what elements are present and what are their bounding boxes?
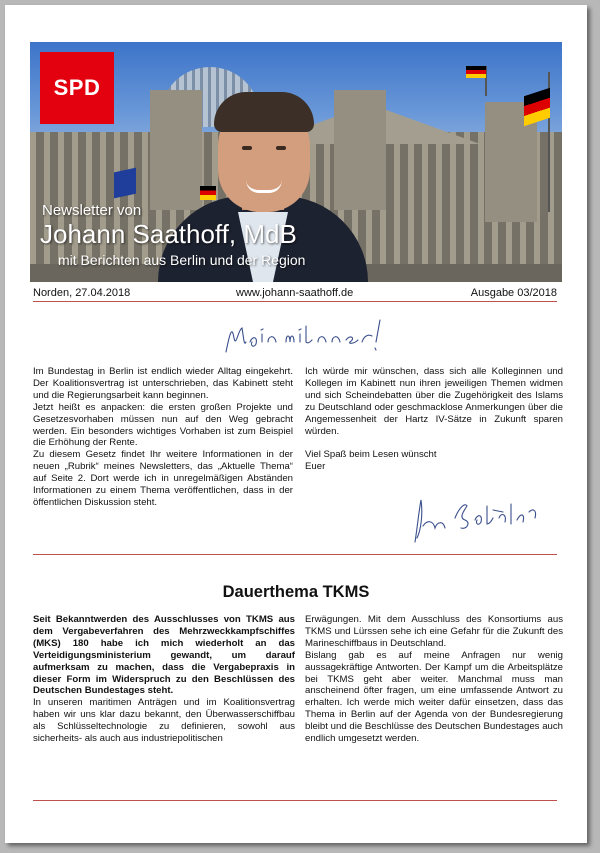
intro-paragraph: Ich würde mir wünschen, dass sich alle Kolleginnen und Kollegen im Kabinett nun ihren jeweiligen Themen widmen und sich Scheindebatten über die Zugehörigkeit des Islams zu Deutschland oder geschmacklose Anmerkungen über die Angemessenheit der Hartz IV-Sätze in Zukunft sparen würden.: [305, 366, 563, 437]
intro-paragraph: Zu diesem Gesetz findet Ihr weitere Informationen in der neuen „Rubrik“ meines Newsletters, das „Aktuelle Thema“ auf Seite 2. Dort werde ich in unregelmäßigen Abständen Informationen zu einem Thema veröffentlichen, dass in der öffentlichen Diskussion steht.: [33, 449, 293, 508]
intro-right-column: [305, 366, 563, 473]
article-right-column: [305, 614, 563, 745]
article-left-column: [33, 614, 295, 745]
intro-paragraph: Jetzt heißt es anpacken: die ersten großen Projekte und Gesetzesvorhaben müssen nun auf den Weg gebracht werden. Ein besonders wichtiges Vorhaben ist zum Beispiel die Erhöhung der Rente.: [33, 401, 293, 449]
divider: [33, 554, 557, 555]
divider: [33, 800, 557, 801]
intro-left-column: [33, 366, 293, 509]
closing-line: Viel Spaß beim Lesen wünscht: [305, 449, 437, 461]
article-paragraph: In unseren maritimen Anträgen und im Koalitionsvertrag haben wir uns klar dazu bekannt, den Überwasserschiffbau als Schlüsseltechnologie zu definieren, sowohl aus sicherheits- als auch aus industriepolitischen: [33, 697, 295, 745]
greeting-handwriting: [222, 312, 392, 362]
article-lead: Seit Bekanntwerden des Ausschlusses von TKMS aus dem Vergabeverfahren des Mehrzweckkampfschiffes (MKS) 180 habe ich mich wiederholt an das Verteidigungsministerium gewandt, um darauf aufmerksam zu machen, dass die Vergabepraxis in dieser Form im Widerspruch zu den Beschlüssen des Deutschen Bundestages steht.: [33, 614, 295, 697]
newsletter-label: Newsletter von: [42, 202, 142, 219]
closing-sign: Euer: [305, 461, 326, 473]
article-paragraph: Erwägungen. Mit dem Ausschluss des Konsortiums aus TKMS und Lürssen sehe ich eine Gefahr für die Zukunft des Marineschiffbaus in Deutschland.: [305, 614, 563, 649]
newsletter-author-name: Johann Saathoff, MdB: [40, 219, 297, 249]
article-title: Dauerthema TKMS: [222, 583, 370, 601]
divider: [33, 301, 557, 302]
newsletter-subtitle: mit Berichten aus Berlin und der Region: [58, 252, 306, 268]
issue-number: Ausgabe 03/2018: [470, 287, 557, 299]
intro-paragraph: Im Bundestag in Berlin ist endlich wieder Alltag eingekehrt. Der Koalitionsvertrag ist unterschrieben, das Kabinett steht und die Regierungsarbeit kann beginnen.: [33, 366, 293, 401]
issue-date: Norden, 27.04.2018: [33, 287, 131, 299]
german-flag-icon: [466, 66, 486, 78]
spd-logo: SPD: [40, 52, 114, 124]
article-paragraph: Bislang gab es auf meine Anfragen nur wenig aussagekräftige Antworten. Der Kampf um die Arbeitsplätze bei TKMS geht aber weiter. Manchmal muss man anscheinend öfter fragen, um eine umfassende Antwort zu erhalten. Ich werde mich weiter dafür einsetzen, dass das Thema in Berlin auf der Agenda von der Bundesregierung bleibt und die Beschlüsse des Deutschen Bundestages auch endlich umgesetzt werden.: [305, 649, 563, 745]
eu-flag-icon: [114, 168, 136, 199]
signature: [405, 490, 545, 546]
website-link[interactable]: www.johann-saathoff.de: [236, 287, 354, 299]
